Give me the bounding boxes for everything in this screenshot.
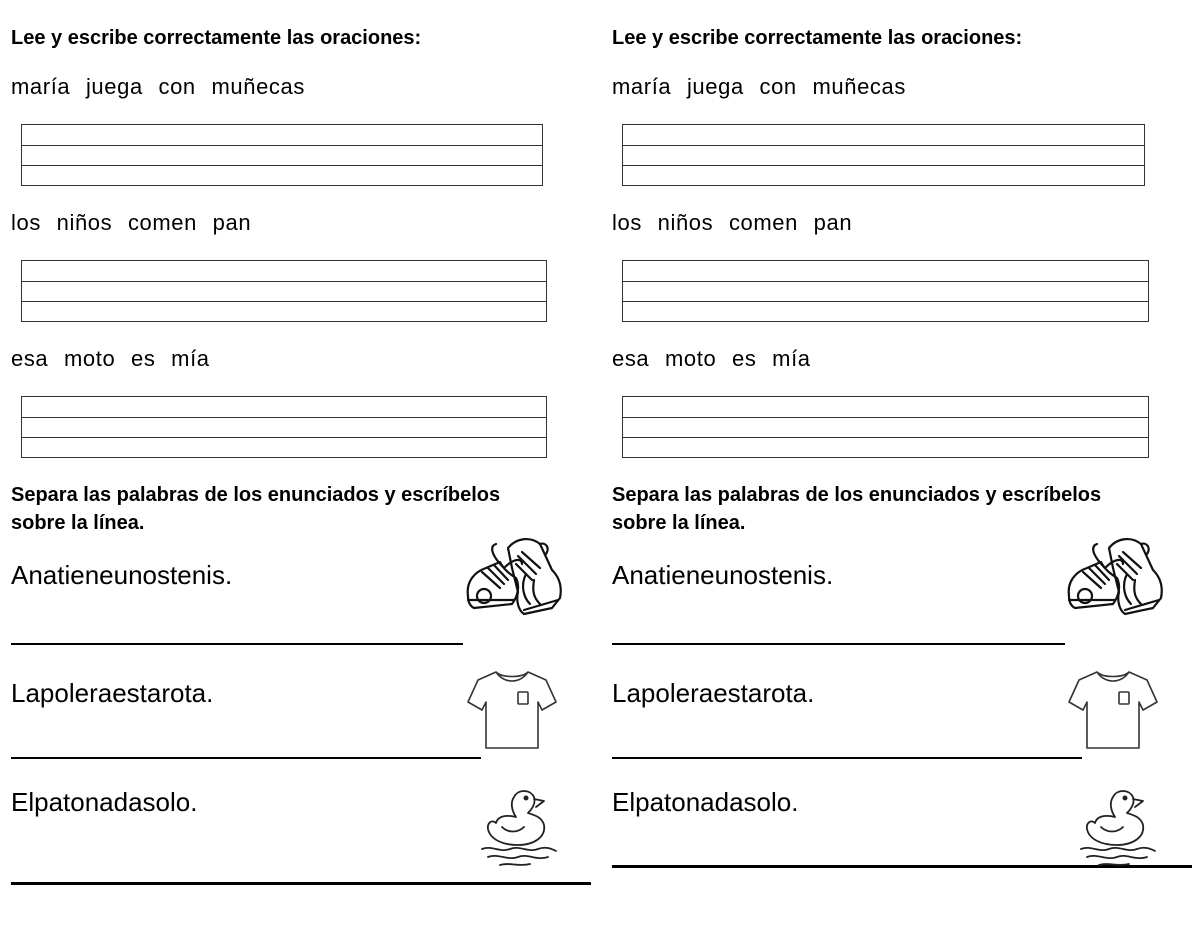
writing-rule — [22, 281, 546, 282]
writing-rule — [22, 165, 542, 166]
writing-rule — [22, 301, 546, 302]
answer-line-2[interactable] — [11, 757, 481, 759]
writing-rule — [623, 281, 1148, 282]
tshirt-icon — [1067, 662, 1159, 752]
writing-box-1[interactable] — [21, 124, 543, 186]
section2-title: Separa las palabras de los enunciados y escríbelos sobre la línea. — [11, 484, 501, 534]
sentence-1: maría juega con muñecas — [11, 74, 305, 99]
writing-rule — [22, 417, 546, 418]
writing-box-3[interactable] — [622, 396, 1149, 458]
worksheet-copy-left — [0, 0, 590, 927]
sentence-3: esa moto es mía — [11, 346, 210, 371]
duck-icon — [478, 785, 560, 869]
writing-rule — [22, 145, 542, 146]
sneakers-icon — [460, 534, 564, 624]
answer-line-2[interactable] — [612, 757, 1082, 759]
duck-icon — [1077, 785, 1159, 869]
sentence-1: maría juega con muñecas — [612, 74, 906, 99]
joined-sentence-2: Lapoleraestarota. — [612, 678, 815, 708]
answer-line-1[interactable] — [612, 643, 1065, 645]
writing-box-2[interactable] — [21, 260, 547, 322]
writing-box-2[interactable] — [622, 260, 1149, 322]
tshirt-icon — [466, 662, 558, 752]
sneakers-icon — [1061, 534, 1165, 624]
writing-rule — [22, 437, 546, 438]
writing-box-3[interactable] — [21, 396, 547, 458]
sentence-2: los niños comen pan — [612, 210, 853, 235]
writing-box-1[interactable] — [622, 124, 1145, 186]
writing-rule — [623, 145, 1144, 146]
joined-sentence-3: Elpatonadasolo. — [11, 787, 198, 817]
answer-line-1[interactable] — [11, 643, 463, 645]
section1-title: Lee y escribe correctamente las oraciones: — [11, 27, 422, 49]
sentence-2: los niños comen pan — [11, 210, 252, 235]
joined-sentence-2: Lapoleraestarota. — [11, 678, 214, 708]
writing-rule — [623, 165, 1144, 166]
joined-sentence-1: Anatieneunostenis. — [612, 560, 834, 590]
joined-sentence-1: Anatieneunostenis. — [11, 560, 233, 590]
joined-sentence-3: Elpatonadasolo. — [612, 787, 799, 817]
sentence-3: esa moto es mía — [612, 346, 811, 371]
section1-title: Lee y escribe correctamente las oraciones: — [612, 27, 1023, 49]
writing-rule — [623, 301, 1148, 302]
writing-rule — [623, 437, 1148, 438]
answer-line-3[interactable] — [11, 882, 591, 885]
section2-title: Separa las palabras de los enunciados y escríbelos sobre la línea. — [612, 484, 1102, 534]
worksheet-copy-right — [601, 0, 1191, 927]
writing-rule — [623, 417, 1148, 418]
